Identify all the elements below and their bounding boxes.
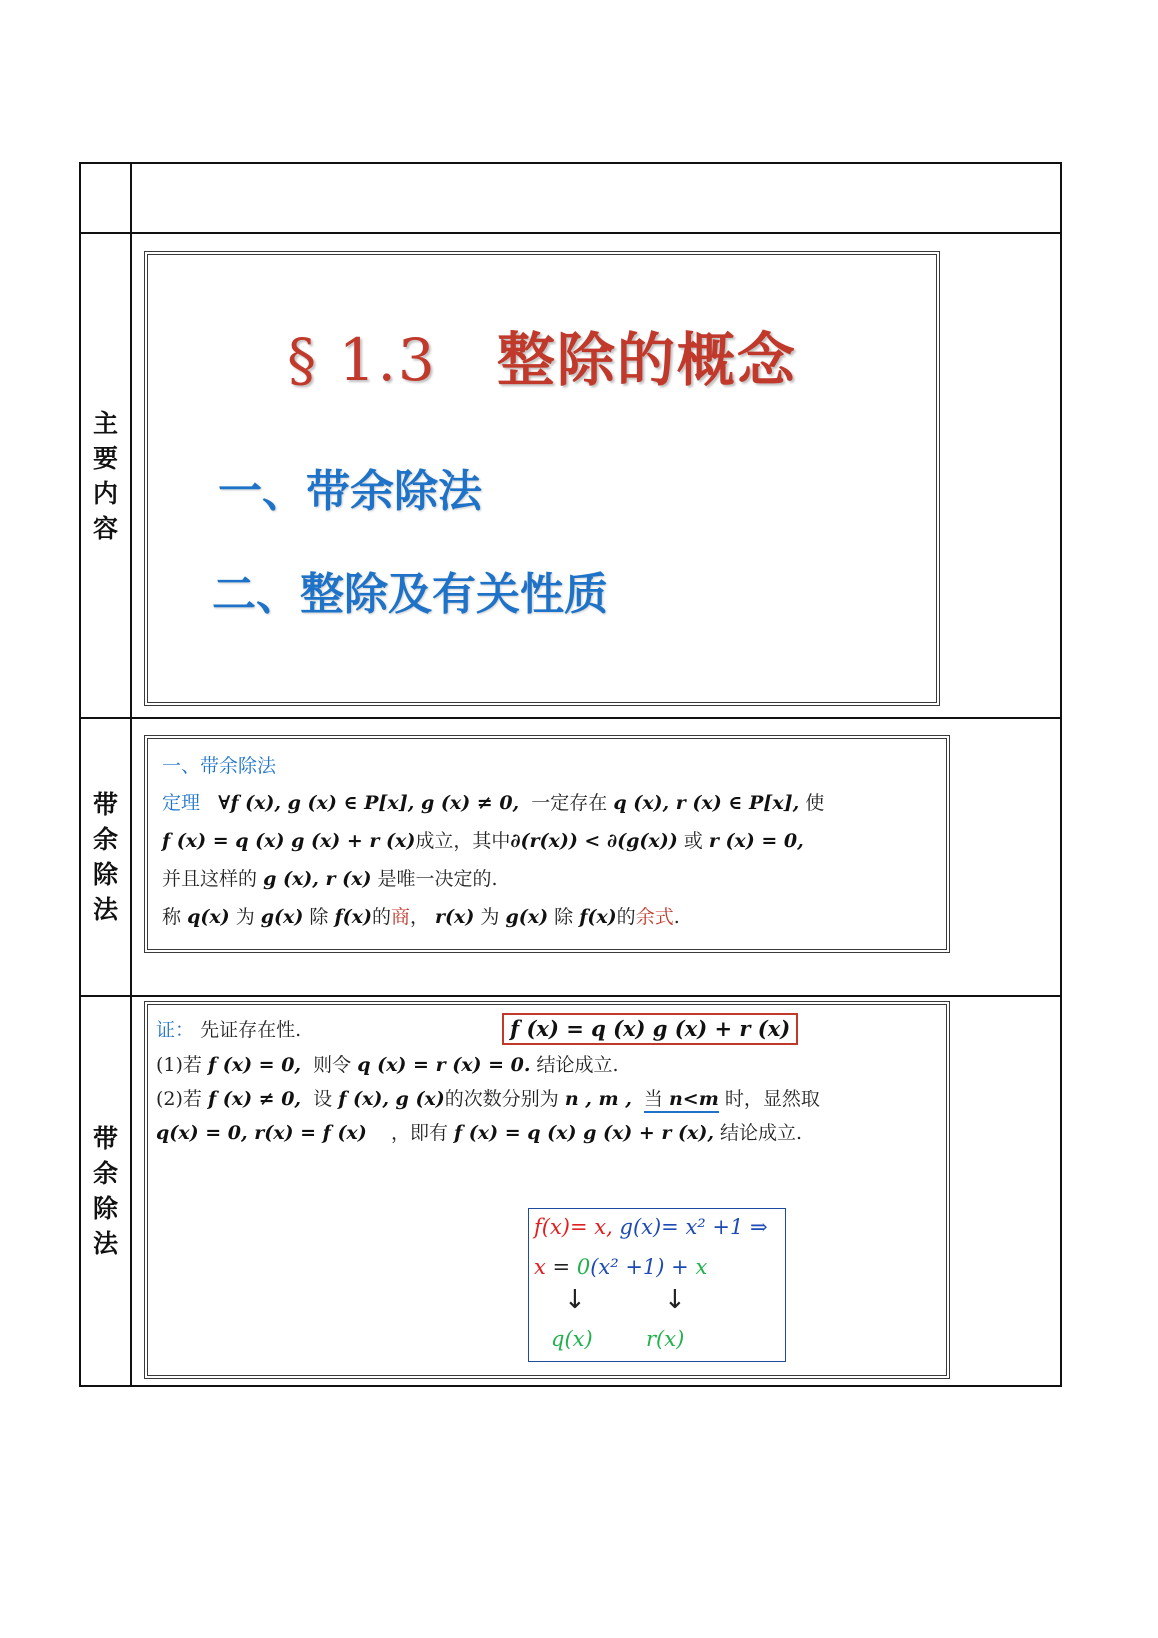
row-label-cell	[80, 718, 131, 996]
text: 结论成立.	[536, 1054, 619, 1076]
row-content-cell	[131, 233, 1061, 718]
text: 则令	[313, 1054, 352, 1076]
text: 为	[480, 906, 500, 928]
row-label-empty	[80, 163, 131, 233]
math-expr: f(x)	[534, 1215, 571, 1239]
math-expr: x	[534, 1255, 546, 1279]
text: ，	[409, 906, 429, 928]
theorem-label: 定理	[162, 792, 201, 814]
text: 结论成立.	[720, 1122, 803, 1144]
math-expr: f (x), g (x)	[338, 1088, 445, 1110]
text: 设	[313, 1088, 333, 1110]
arrow-down-icon: ↓	[564, 1285, 586, 1315]
math-expr: ∀f (x), g (x) ∈ P[x], g (x) ≠ 0,	[218, 792, 520, 814]
arrow-down-icon: ↓	[664, 1285, 686, 1315]
theorem-line-2	[162, 828, 946, 854]
row-label-cell	[80, 996, 131, 1386]
math-expr: g (x), r (x)	[263, 868, 372, 890]
table-row-header	[80, 163, 1061, 233]
text: 的	[616, 906, 636, 928]
math-expr: q(x) = 0, r(x) = f (x)	[156, 1122, 367, 1144]
math-expr: q (x), r (x) ∈ P[x],	[613, 792, 800, 814]
proof-line-0	[156, 1013, 946, 1045]
table-row-main-content	[80, 233, 1061, 718]
text: (2)若	[156, 1088, 202, 1110]
text: 先证存在性.	[200, 1019, 302, 1041]
slide-title	[144, 251, 940, 706]
outline-item-2: 二、整除及有关性质	[212, 569, 608, 620]
row-label-main-content: 主要内容	[92, 408, 118, 543]
math-expr: q(x)	[187, 906, 230, 928]
outline-item-1: 一、带余除法	[218, 466, 482, 517]
math-expr: f (x) = q (x) g (x) + r (x)	[162, 830, 416, 852]
math-expr: g(x)	[619, 1215, 662, 1239]
proof-line-1	[156, 1051, 946, 1079]
math-expr: (x² +1)	[590, 1255, 665, 1279]
math-expr: 0	[576, 1255, 591, 1279]
remainder-label: r(x)	[646, 1327, 685, 1351]
condition-underlined	[644, 1088, 719, 1113]
math-expr: n , m ,	[564, 1088, 632, 1110]
text: ，即有	[390, 1122, 448, 1144]
math-expr: x	[695, 1255, 708, 1279]
math-expr: f(x)	[334, 906, 372, 928]
text: 一定存在	[531, 792, 608, 814]
text: .	[673, 906, 680, 928]
slide-proof	[144, 1001, 950, 1379]
section-number: § 1.3	[287, 326, 437, 394]
math-expr: r (x) = 0,	[708, 830, 804, 852]
text: 除	[554, 906, 574, 928]
text: 成立，其中	[415, 830, 511, 852]
text: 称	[162, 906, 182, 928]
proof-line-3	[156, 1119, 946, 1147]
math-expr: f (x) ≠ 0,	[207, 1088, 302, 1110]
theorem-line-3	[162, 866, 946, 892]
table-row-division-theorem	[80, 718, 1061, 996]
math-expr: g(x)	[260, 906, 304, 928]
text: 是唯一决定的.	[377, 868, 498, 890]
math-expr: +	[671, 1255, 689, 1279]
proof-line-2	[156, 1085, 946, 1113]
boxed-formula: f (x) = q (x) g (x) + r (x)	[502, 1013, 798, 1045]
quotient-label: q(x)	[551, 1327, 593, 1351]
math-expr: n<m	[668, 1088, 719, 1110]
example-box	[528, 1208, 786, 1362]
table-row-division-proof	[80, 996, 1061, 1386]
math-expr: r(x)	[435, 906, 475, 928]
term-remainder: 余式	[635, 906, 674, 928]
math-expr: f (x) = q (x) g (x) + r (x),	[454, 1122, 714, 1144]
row-label-cell	[80, 233, 131, 718]
math-expr: f(x)	[579, 906, 617, 928]
math-expr: g(x)	[505, 906, 549, 928]
slide-theorem	[144, 735, 950, 953]
row-label-division: 带余除法	[92, 1124, 118, 1258]
text: 除	[309, 906, 329, 928]
text: 或	[683, 830, 703, 852]
theorem-line-4	[162, 904, 946, 930]
row-content-cell	[131, 718, 1061, 996]
theorem-line-1	[162, 790, 946, 816]
text: 的次数分别为	[444, 1088, 559, 1110]
text: 时，显然取	[724, 1088, 820, 1110]
text: 的	[371, 906, 391, 928]
math-expr: q (x) = r (x) = 0.	[357, 1054, 531, 1076]
document-table	[79, 162, 1062, 1387]
row-content-empty	[131, 163, 1061, 233]
text: 当	[643, 1088, 663, 1110]
math-expr: =	[552, 1255, 571, 1279]
text: 为	[235, 906, 255, 928]
math-expr: = x² +1 ⇒	[661, 1215, 768, 1239]
proof-label: 证：	[156, 1019, 195, 1041]
term-quotient: 商	[390, 906, 410, 928]
theorem-heading: 一、带余除法	[162, 755, 277, 777]
math-expr: = x,	[570, 1215, 613, 1239]
row-label-division: 带余除法	[92, 790, 118, 924]
slide-title-heading	[148, 313, 936, 397]
math-expr: ∂(r(x)) < ∂(g(x))	[510, 830, 678, 852]
row-content-cell	[131, 996, 1061, 1386]
section-title: 整除的概念	[496, 326, 797, 394]
math-expr: f (x) = 0,	[207, 1054, 302, 1076]
example-line-2	[534, 1255, 707, 1279]
text: 并且这样的	[162, 868, 258, 890]
example-line-1	[534, 1215, 768, 1239]
text: (1)若	[156, 1054, 202, 1076]
text: 使	[805, 792, 825, 814]
